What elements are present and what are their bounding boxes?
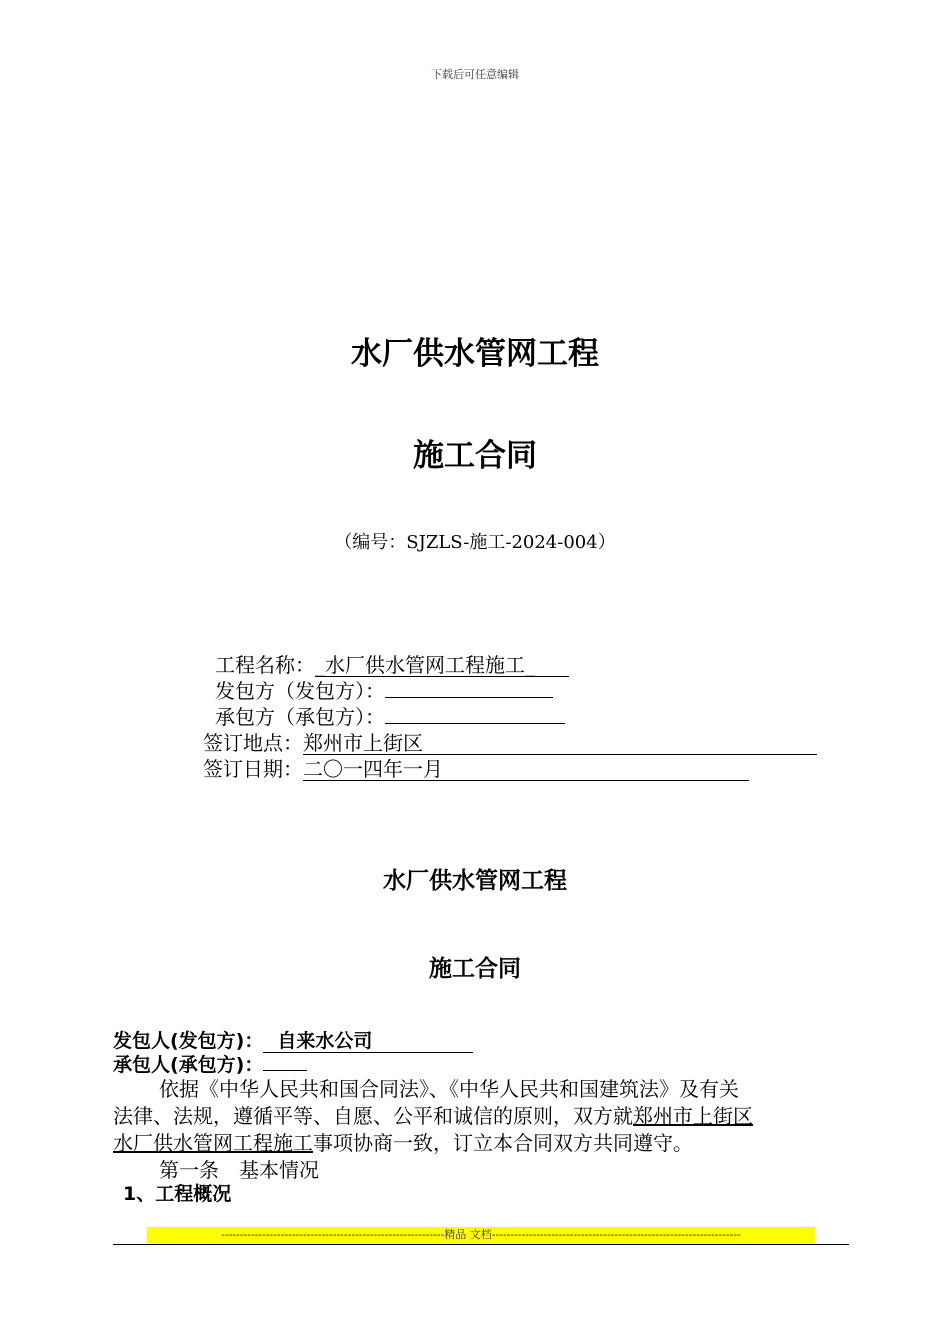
field-value (385, 697, 553, 698)
employer-value: 自来水公司 (263, 1030, 473, 1053)
section-1-heading: 1、工程概况 (123, 1183, 232, 1205)
preamble-text: 事项协商一致，订立本合同双方共同遵守。 (313, 1131, 693, 1155)
preamble-line-1: 依据《中华人民共和国合同法》、《中华人民共和国建筑法》及有关 (159, 1077, 739, 1101)
footer-watermark-band: ------------------------------------------------------------精品 文档------------------------------------------------------------------- (147, 1227, 815, 1243)
field-label: 工程名称： (215, 653, 315, 677)
field-sign-place (203, 730, 817, 756)
body-title-line2: 施工合同 (429, 956, 521, 982)
field-label: 签订日期： (203, 757, 303, 781)
employer-line (113, 1029, 473, 1053)
contractor-label: 承包人(承包方)： (113, 1054, 264, 1076)
field-value: _水厂供水管网工程施工_ (315, 654, 569, 677)
field-value: 二〇一四年一月 (303, 758, 749, 781)
body-title-line1: 水厂供水管网工程 (383, 868, 567, 894)
field-label: 签订地点： (203, 731, 303, 755)
field-employer (215, 678, 553, 704)
field-contractor (215, 704, 565, 730)
preamble-text: 法律、法规，遵循平等、自愿、公平和诚信的原则，双方就 (113, 1104, 633, 1128)
preamble-paragraph (113, 1076, 849, 1184)
field-project-name (215, 652, 569, 678)
cover-title-line1: 水厂供水管网工程 (351, 336, 599, 372)
employer-label: 发包人(发包方)： (113, 1030, 264, 1052)
field-value: 郑州市上街区 (303, 732, 817, 755)
field-label: 承包方（承包方）： (215, 705, 385, 729)
preamble-underlined-project: 水厂供水管网工程施工 (113, 1131, 313, 1155)
preamble-underlined-place: 郑州市上街区 (633, 1104, 753, 1128)
contract-serial: （编号：SJZLS-施工-2024-004） (334, 532, 616, 553)
field-value (385, 723, 565, 724)
preamble-line-3 (113, 1130, 849, 1157)
contractor-line (113, 1053, 307, 1077)
cover-title-line2: 施工合同 (413, 438, 537, 474)
field-label: 发包方（发包方）： (215, 679, 385, 703)
header-note: 下载后可任意编辑 (431, 68, 519, 81)
footer-divider (113, 1244, 849, 1245)
article-1-heading: 第一条 基本情况 (159, 1158, 319, 1182)
preamble-line-2 (113, 1103, 849, 1130)
contractor-value (263, 1070, 307, 1071)
field-sign-date (203, 756, 749, 782)
